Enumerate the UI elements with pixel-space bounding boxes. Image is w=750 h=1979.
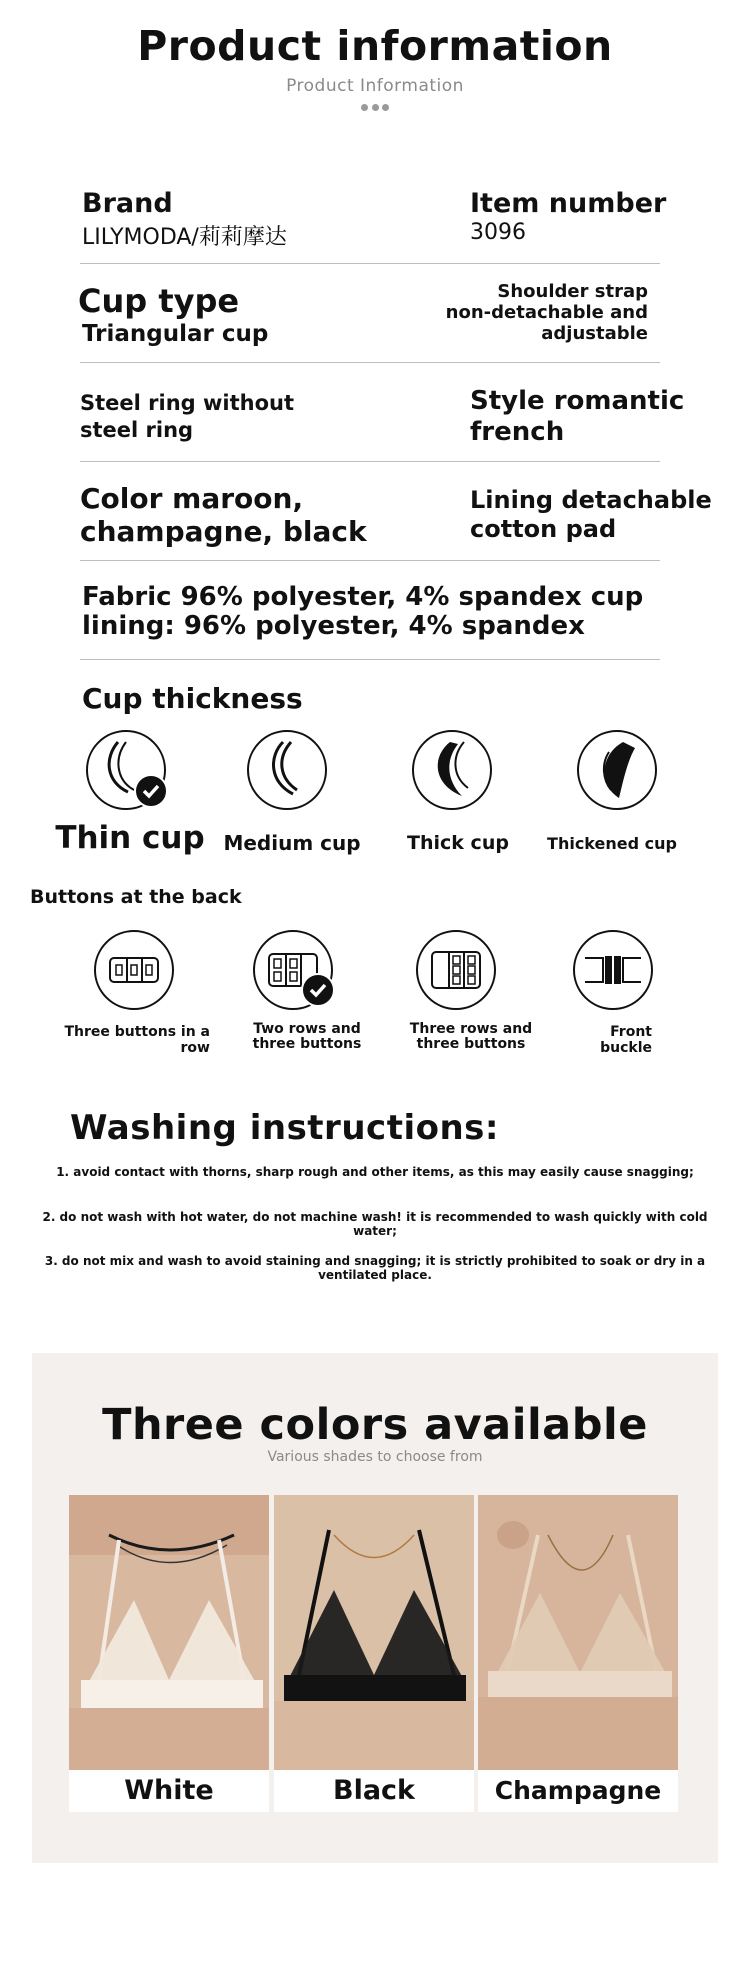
cup-thickness-title: Cup thickness [82,682,303,715]
style-spec: Style romantic french [470,386,685,447]
brand-value: LILYMODA/莉莉摩达 [82,225,287,250]
lining-spec: Lining detachable cotton pad [470,486,712,543]
buttons-back-title: Buttons at the back [30,886,242,908]
color-spec: Color maroon, champagne, black [80,482,367,548]
thickened-cup-label: Thickened cup [547,834,677,853]
washing-line-1: 1. avoid contact with thorns, sharp rough and other items, as this may easily cause snagging; [56,1165,694,1179]
washing-line-3: 3. do not mix and wash to avoid staining and snagging; it is strictly prohibited to soak or dry in a [44,1254,706,1268]
three-rows-three-buttons-icon [416,930,496,1010]
selected-check-icon [301,973,335,1007]
three-buttons-row-label: Three buttons in a row [64,1024,210,1056]
page-title: Product information [137,22,613,70]
black-color-photo[interactable] [274,1495,474,1770]
colors-subtitle: Various shades to choose from [267,1449,483,1465]
thick-cup-label: Thick cup [407,832,509,854]
shoulder-strap-spec: Shoulder strap non-detachable and adjustable [445,281,648,344]
washing-title: Washing instructions: [70,1108,499,1148]
decorative-dots [361,104,389,112]
divider [80,659,660,660]
front-buckle-label: Front buckle [600,1024,652,1056]
divider [80,263,660,264]
two-rows-three-buttons-label: Two rows and three buttons [252,1021,362,1052]
champagne-color-label[interactable]: Champagne [478,1770,678,1812]
three-rows-three-buttons-label: Three rows and three buttons [409,1021,533,1052]
brand-label: Brand [82,188,173,219]
selected-check-icon [134,774,168,808]
fabric-spec: Fabric 96% polyester, 4% spandex cup lining: 96% polyester, 4% spandex [82,582,644,641]
washing-line-2: 2. do not wash with hot water, do not machine wash! it is recommended to wash quickly with cold water; [42,1210,708,1238]
black-color-label[interactable]: Black [274,1770,474,1812]
thin-cup-label: Thin cup [55,820,205,856]
champagne-color-photo[interactable] [478,1495,678,1770]
item-number-value: 3096 [470,220,526,245]
front-buckle-icon [573,930,653,1010]
page-subtitle: Product Information [286,76,464,96]
thickened-cup-icon [577,730,657,810]
thick-cup-icon [412,730,492,810]
item-number-label: Item number [470,188,667,219]
washing-line-4: ventilated place. [318,1268,432,1282]
cup-type-value: Triangular cup [82,321,269,347]
medium-cup-icon [247,730,327,810]
cup-type-label: Cup type [78,282,240,320]
divider [80,461,660,462]
divider [80,560,660,561]
steel-ring-spec: Steel ring without steel ring [80,391,295,442]
medium-cup-label: Medium cup [223,831,361,855]
colors-title: Three colors available [102,1400,648,1450]
white-color-label[interactable]: White [69,1770,269,1812]
divider [80,362,660,363]
white-color-photo[interactable] [69,1495,269,1770]
three-buttons-row-icon [94,930,174,1010]
